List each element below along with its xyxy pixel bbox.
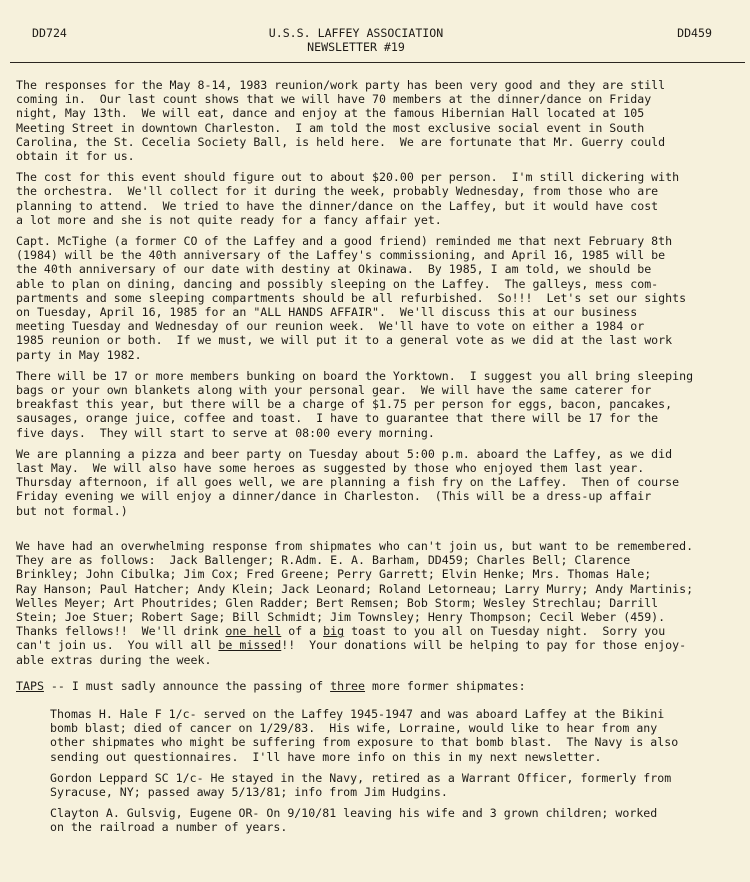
taps-intro xyxy=(16,679,742,693)
paragraph-shipmates-remembered xyxy=(16,539,742,667)
shipmates-text-2: of a xyxy=(281,624,324,639)
hull-number-left: DD724 xyxy=(32,26,67,40)
underlined-three: three xyxy=(330,678,366,693)
taps-entry-leppard: Gordon Leppard SC 1/c- He stayed in the Navy, retired as a Warrant Officer, formerly from Syracuse, NY; passed away 5/13/81; info from Jim Hudgins. xyxy=(50,770,672,799)
association-name: U.S.S. LAFFEY ASSOCIATION xyxy=(268,26,444,40)
newsletter-header xyxy=(0,26,750,56)
paragraph-event-cost: The cost for this event should figure out to about $20.00 per person. I'm still dickering with the orchestra. We'll collect for it during the week, probably Wednesday, from those who are planning to attend. We tried to have the dinner/dance on the Laffey, but it would have cost a lot more and she is not quite ready for a fancy affair yet. xyxy=(16,170,680,227)
header-divider xyxy=(10,62,745,63)
newsletter-title xyxy=(0,26,712,54)
paragraph-yorktown-bunking: There will be 17 or more members bunking on board the Yorktown. I suggest you all bring sleeping bags or your own blankets along with your personal gear. We will have the same caterer for breakfast this year, but there will be a charge of $1.75 per person for eggs, bacon, pancakes, sausages, orange juice, coffee and toast. I have to guarantee that there will be 17 for the five days. They will start to serve at 08:00 every morning. xyxy=(16,368,694,440)
newsletter-number: NEWSLETTER #19 xyxy=(307,40,405,55)
hull-number-right: DD459 xyxy=(677,26,712,40)
taps-text-2: more former shipmates: xyxy=(365,678,526,693)
paragraph-reunion-response: The responses for the May 8-14, 1983 reunion/work party has been very good and they are still coming in. Our last count shows that we will have 70 members at the dinner/dance on Friday night, May 13th. We will eat, dance and enjoy at the famous Hibernian Hall located at 105 Meeting Street in downtown Charleston. I am told the most exclusive social event in South Carolina, the St. Cecelia Society Ball, is held here. We are fortunate that Mr. Guerry could obtain it for us. xyxy=(16,78,666,164)
paragraph-anniversary: Capt. McTighe (a former CO of the Laffey and a good friend) reminded me that next February 8th (1984) will be the 40th anniversary of the Laffey's commissioning, and April 16, 1985 will be the 40th anniversary of our date with destiny at Okinawa. By 1985, I am told, we should be able to plan on dining, dancing and possibly sleeping on the Laffey. The galleys, mess com- partments and some sleeping compartments should be all refurbished. So!!! Let's set our sights on Tuesday, April 16, 1985 for an "ALL HANDS AFFAIR". We'll discuss this at our business meeting Tuesday and Wednesday of our reunion week. We'll have to vote on either a 1984 or 1985 reunion or both. If we must, we will put it to a general vote as we did at the last work party in May 1982. xyxy=(16,234,687,362)
taps-entry-hale: Thomas H. Hale F 1/c- served on the Laffey 1945-1947 and was aboard Laffey at the Bikini bomb blast; died of cancer on 1/29/83. His wife, Lorraine, would like to hear from any other shipmates who might be suffering from exposure to that bomb blast. The Navy is also sending out questionnaires. I'll have more info on this in my next newsletter. xyxy=(50,706,679,764)
shipmates-text-3: toast to you all on Tuesday night. Sorry you can't join us. You will all xyxy=(16,624,666,653)
underlined-big: big xyxy=(323,624,345,639)
underlined-be-missed: be missed xyxy=(218,638,282,653)
taps-entry-gulsvig: Clayton A. Gulsvig, Eugene OR- On 9/10/81 leaving his wife and 3 grown children; worked on the railroad a number of years. xyxy=(50,806,658,835)
paragraph-pizza-party: We are planning a pizza and beer party on Tuesday about 5:00 p.m. aboard the Laffey, as we did last May. We will also have some heroes as suggested by those who enjoyed them last year. Thursday afternoon, if all goes well, we are planning a fish fry on the Laffey. Then of course Friday evening we will enjoy a dinner/dance in Charleston. (This will be a dress-up affair but not formal.) xyxy=(16,446,680,518)
newsletter-body xyxy=(16,78,742,842)
shipmates-text-4: !! Your donations will be helping to pay for those enjoy- able extras during the week. xyxy=(16,638,687,667)
taps-text: -- I must sadly announce the passing of xyxy=(43,678,331,693)
taps-label: TAPS xyxy=(16,678,44,693)
underlined-one-hell: one hell xyxy=(225,624,282,639)
shipmates-text: We have had an overwhelming response from shipmates who can't join us, but want to be remembered. They are as follows: Jack Ballenger; R.Adm. E. A. Barham, DD459; Charles Bell; Clarence Brinkley; John Cibulka; Jim Cox; Fred Greene; Perry Garrett; Elvin Henke; Mrs. Thomas Hale; Ray Hanson; Paul Hatcher; Andy Klein; Jack Leonard; Roland Letorneau; Larry Murry; Andy Martinis; Welles Meyer; Art Phoutrides; Glen Radder; Bert Remsen; Bob Storm; Wesley Strechlau; Darrill Stein; Joe Stuer; Robert Sage; Bill Schmidt; Jim Townsley; Henry Thompson; Cecil Weber (459). Thanks fellows!! We'll drink xyxy=(16,538,694,639)
